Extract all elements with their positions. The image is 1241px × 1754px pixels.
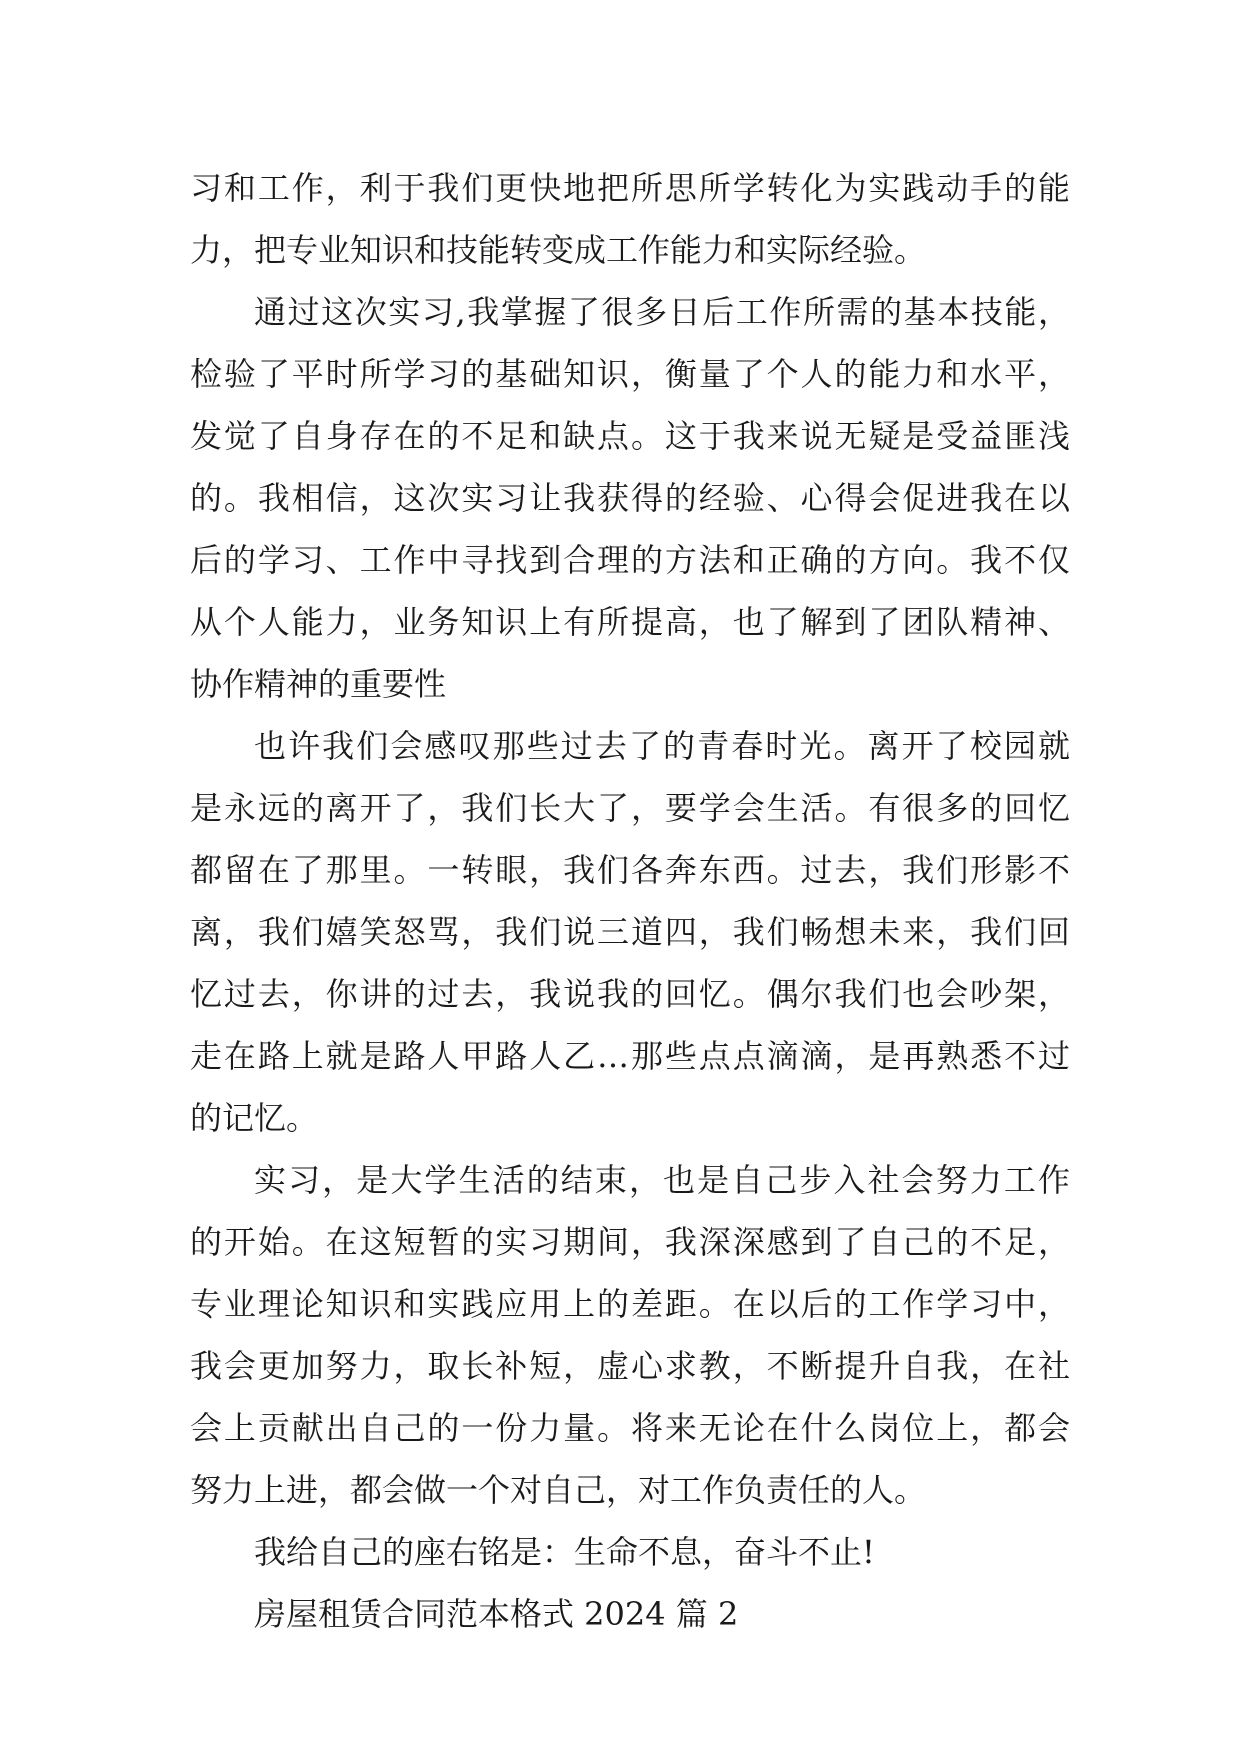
text-line: 通过这次实习,我掌握了很多日后工作所需的基本技能， bbox=[254, 293, 1070, 331]
text-line: 是永远的离开了，我们长大了，要学会生活。有很多的回忆 bbox=[190, 789, 1070, 827]
text-line: 会上贡献出自己的一份力量。将来无论在什么岗位上，都会 bbox=[190, 1409, 1070, 1447]
text-line: 发觉了自身存在的不足和缺点。这于我来说无疑是受益匪浅 bbox=[190, 417, 1070, 455]
text-line: 协作精神的重要性 bbox=[190, 665, 447, 703]
text-line: 专业理论知识和实践应用上的差距。在以后的工作学习中， bbox=[190, 1285, 1070, 1323]
text-line: 忆过去，你讲的过去，我说我的回忆。偶尔我们也会吵架， bbox=[190, 975, 1070, 1013]
text-line: 的开始。在这短暂的实习期间，我深深感到了自己的不足， bbox=[190, 1223, 1070, 1261]
text-line: 从个人能力，业务知识上有所提高，也了解到了团队精神、 bbox=[190, 603, 1070, 641]
text-line: 的。我相信，这次实习让我获得的经验、心得会促进我在以 bbox=[190, 479, 1070, 517]
document-body bbox=[190, 157, 1070, 1645]
text-line: 也许我们会感叹那些过去了的青春时光。离开了校园就 bbox=[254, 727, 1070, 765]
text-line: 力，把专业知识和技能转变成工作能力和实际经验。 bbox=[190, 231, 927, 269]
text-line: 我给自己的座右铭是：生命不息，奋斗不止! bbox=[254, 1533, 875, 1571]
text-line: 的记忆。 bbox=[190, 1099, 319, 1137]
text-line: 都留在了那里。一转眼，我们各奔东西。过去，我们形影不 bbox=[190, 851, 1070, 889]
text-line: 实习，是大学生活的结束，也是自己步入社会努力工作 bbox=[254, 1161, 1070, 1199]
text-line: 离，我们嬉笑怒骂，我们说三道四，我们畅想未来，我们回 bbox=[190, 913, 1070, 951]
text-line: 习和工作，利于我们更快地把所思所学转化为实践动手的能 bbox=[190, 169, 1070, 207]
text-line: 走在路上就是路人甲路人乙…那些点点滴滴，是再熟悉不过 bbox=[190, 1037, 1070, 1075]
text-line: 后的学习、工作中寻找到合理的方法和正确的方向。我不仅 bbox=[190, 541, 1070, 579]
text-line: 检验了平时所学习的基础知识，衡量了个人的能力和水平， bbox=[190, 355, 1070, 393]
text-line: 努力上进，都会做一个对自己，对工作负责任的人。 bbox=[190, 1471, 927, 1509]
text-line: 房屋租赁合同范本格式 2024 篇 2 bbox=[254, 1595, 739, 1633]
text-line: 我会更加努力，取长补短，虚心求教，不断提升自我，在社 bbox=[190, 1347, 1070, 1385]
